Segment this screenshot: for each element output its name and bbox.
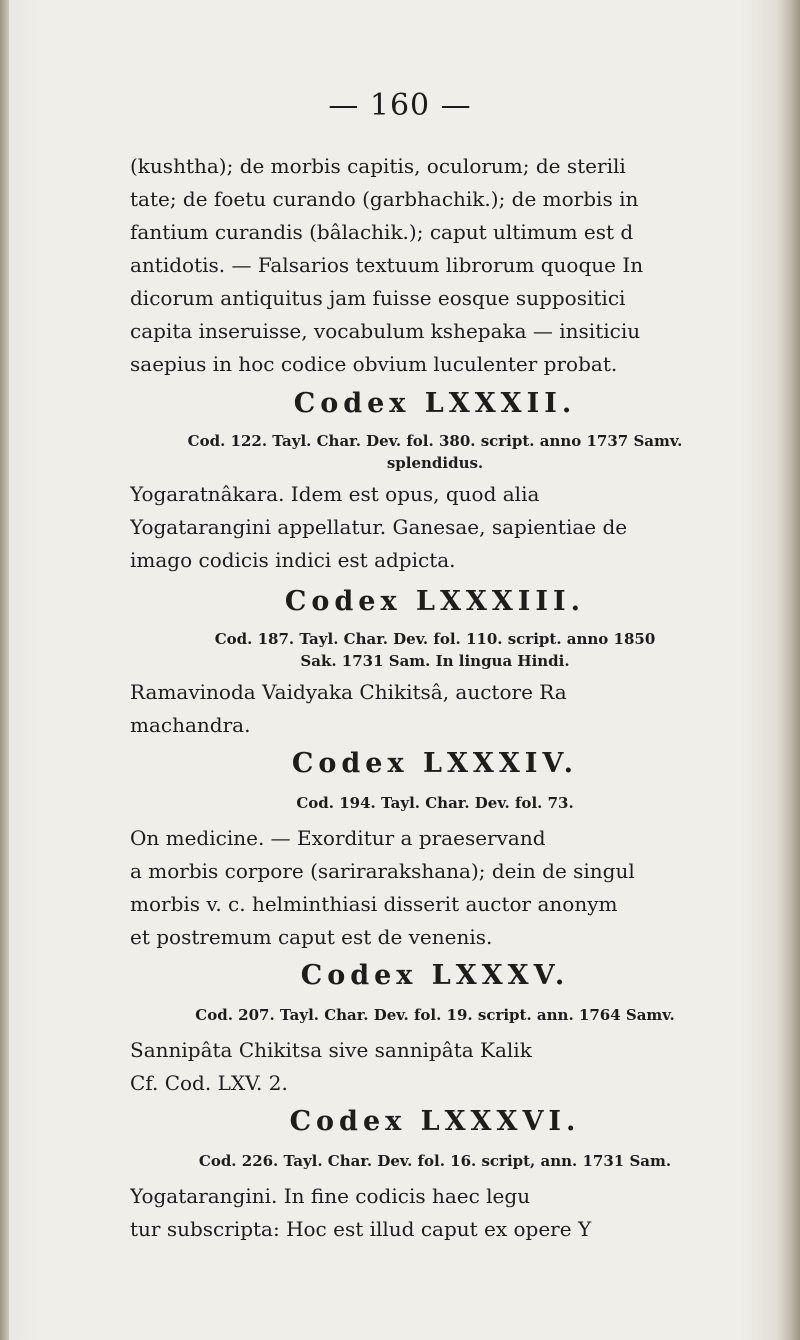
codex-description: [130, 478, 740, 577]
text-line: capita inseruisse, vocabulum kshepaka — insiticiu: [130, 319, 641, 343]
catalog-line: Cod. 122. Tayl. Char. Dev. fol. 380. script. anno 1737 Samv.: [187, 432, 683, 450]
text-line: Yogatarangini. In fine codicis haec legu: [130, 1184, 531, 1208]
text-line: et postremum caput est de venenis.: [130, 925, 493, 949]
codex-heading: Codex LXXXVI.: [289, 1106, 581, 1137]
codex-description: [130, 1034, 740, 1100]
text-line: imago codicis indici est adpicta.: [130, 548, 456, 572]
book-gutter: [0, 0, 9, 1340]
codex-heading: Codex LXXXIV.: [291, 748, 579, 779]
text-line: Sannipâta Chikitsa sive sannipâta Kalik: [130, 1038, 532, 1062]
catalog-entry: [130, 430, 740, 474]
text-line: Cf. Cod. LXV. 2.: [130, 1071, 288, 1095]
text-line: Ramavinoda Vaidyaka Chikitsâ, auctore Ra: [130, 680, 567, 704]
catalog-line: splendidus.: [386, 454, 484, 472]
catalog-line: Cod. 194. Tayl. Char. Dev. fol. 73.: [296, 794, 574, 812]
catalog-entry: [130, 628, 740, 672]
text-line: dicorum antiquitus jam fuisse eosque suppositici: [130, 286, 626, 310]
catalog-line: Sak. 1731 Sam. In lingua Hindi.: [300, 652, 570, 670]
catalog-line: Cod. 226. Tayl. Char. Dev. fol. 16. script, ann. 1731 Sam.: [198, 1152, 672, 1170]
codex-description: [130, 822, 740, 954]
text-line: Yogatarangini appellatur. Ganesae, sapientiae de: [130, 515, 628, 539]
text-line: Yogaratnâkara. Idem est opus, quod alia: [130, 482, 540, 506]
codex-heading: Codex LXXXIII.: [284, 586, 586, 617]
codex-heading: Codex LXXXII.: [293, 388, 577, 419]
catalog-entry: [130, 1150, 740, 1172]
text-line: fantium curandis (bâlachik.); caput ultimum est d: [130, 220, 634, 244]
page-edge-shadow: [778, 0, 800, 1340]
codex-description: [130, 676, 740, 742]
text-line: tate; de foetu curando (garbhachik.); de morbis in: [130, 187, 639, 211]
page-number: — 160 —: [328, 88, 472, 123]
text-line: morbis v. c. helminthiasi disserit auctor anonym: [130, 892, 618, 916]
codex-description: [130, 1180, 740, 1246]
catalog-entry: [130, 1004, 740, 1026]
text-line: On medicine. — Exorditur a praeservand: [130, 826, 546, 850]
catalog-line: Cod. 207. Tayl. Char. Dev. fol. 19. script. ann. 1764 Samv.: [195, 1006, 675, 1024]
text-line: (kushtha); de morbis capitis, oculorum; de sterili: [130, 154, 626, 178]
text-line: saepius in hoc codice obvium luculenter probat.: [130, 352, 618, 376]
text-line: antidotis. — Falsarios textuum librorum quoque In: [130, 253, 644, 277]
text-line: machandra.: [130, 713, 251, 737]
intro-paragraph: [130, 150, 740, 381]
text-line: tur subscripta: Hoc est illud caput ex opere Y: [130, 1217, 592, 1241]
codex-heading: Codex LXXXV.: [300, 960, 570, 991]
text-line: a morbis corpore (sarirarakshana); dein de singul: [130, 859, 635, 883]
catalog-line: Cod. 187. Tayl. Char. Dev. fol. 110. script. anno 1850: [214, 630, 656, 648]
catalog-entry: [130, 792, 740, 814]
